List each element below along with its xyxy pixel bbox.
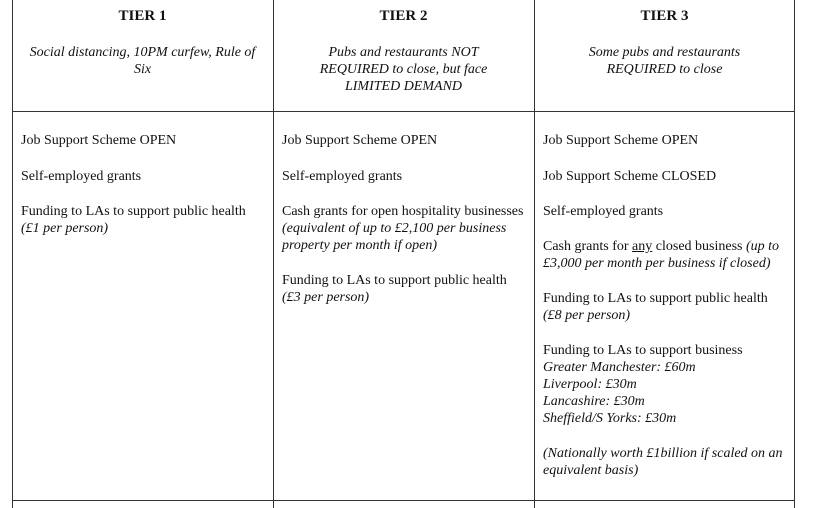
support-item bbox=[543, 238, 789, 272]
tier-title: TIER 3 bbox=[640, 8, 689, 24]
tier-title: TIER 2 bbox=[379, 8, 428, 24]
region-amount: Greater Manchester: £60m bbox=[543, 360, 696, 375]
support-item-text: Funding to LAs to support public health bbox=[543, 291, 768, 306]
support-item bbox=[21, 203, 267, 237]
support-item: Job Support Scheme CLOSED bbox=[543, 169, 717, 184]
region-amount: Lancashire: £30m bbox=[543, 394, 645, 409]
support-item-text: closed business bbox=[655, 239, 743, 254]
support-item-text: Funding to LAs to support public health bbox=[282, 273, 507, 288]
tier-description: Social distancing, 10PM curfew, Rule of Six bbox=[29, 45, 256, 77]
table-bottom-rule bbox=[12, 500, 795, 501]
support-item bbox=[282, 272, 528, 306]
tier-3-header bbox=[534, 7, 795, 78]
support-item-note: (Nationally worth £1billion if scaled on an equivalent basis) bbox=[543, 446, 783, 478]
support-item: Self-employed grants bbox=[543, 204, 664, 219]
tier-description: Pubs and restaurants NOT REQUIRED to close, but face LIMITED DEMAND bbox=[319, 45, 488, 94]
tier-3-support bbox=[543, 132, 789, 479]
support-item bbox=[543, 342, 789, 427]
support-item: Job Support Scheme OPEN bbox=[282, 133, 438, 148]
support-item: Job Support Scheme OPEN bbox=[21, 133, 177, 148]
support-item-note: (£3 per person) bbox=[282, 290, 370, 305]
tier-2-header bbox=[273, 7, 534, 95]
support-item-note: (£8 per person) bbox=[543, 308, 631, 323]
tier-2-support bbox=[282, 132, 528, 306]
support-item bbox=[543, 290, 789, 324]
support-item-text: Funding to LAs to support public health bbox=[21, 204, 246, 219]
support-item: Self-employed grants bbox=[282, 169, 403, 184]
support-item-emphasis: any bbox=[632, 239, 653, 254]
support-item: Job Support Scheme OPEN bbox=[543, 133, 699, 148]
tier-title: TIER 1 bbox=[118, 8, 167, 24]
tier-description: Some pubs and restaurants REQUIRED to close bbox=[588, 45, 741, 77]
support-item-note: (£1 per person) bbox=[21, 221, 109, 236]
tier-1-support bbox=[21, 132, 267, 237]
support-item-text: Cash grants for open hospitality businesses bbox=[282, 204, 524, 219]
support-item bbox=[282, 203, 528, 254]
support-item-text: Funding to LAs to support business bbox=[543, 343, 743, 358]
region-amount: Liverpool: £30m bbox=[543, 377, 637, 392]
support-item-note: (equivalent of up to £2,100 per business property per month if open) bbox=[282, 221, 507, 253]
header-divider bbox=[12, 111, 795, 112]
tier-1-header bbox=[12, 7, 273, 78]
support-item-note: (up to £3,000 per month per business if closed) bbox=[543, 239, 780, 271]
tier-support-table bbox=[12, 0, 795, 508]
support-item: Self-employed grants bbox=[21, 169, 142, 184]
support-item-text: Cash grants for bbox=[543, 239, 629, 254]
region-amount: Sheffield/S Yorks: £30m bbox=[543, 411, 677, 426]
